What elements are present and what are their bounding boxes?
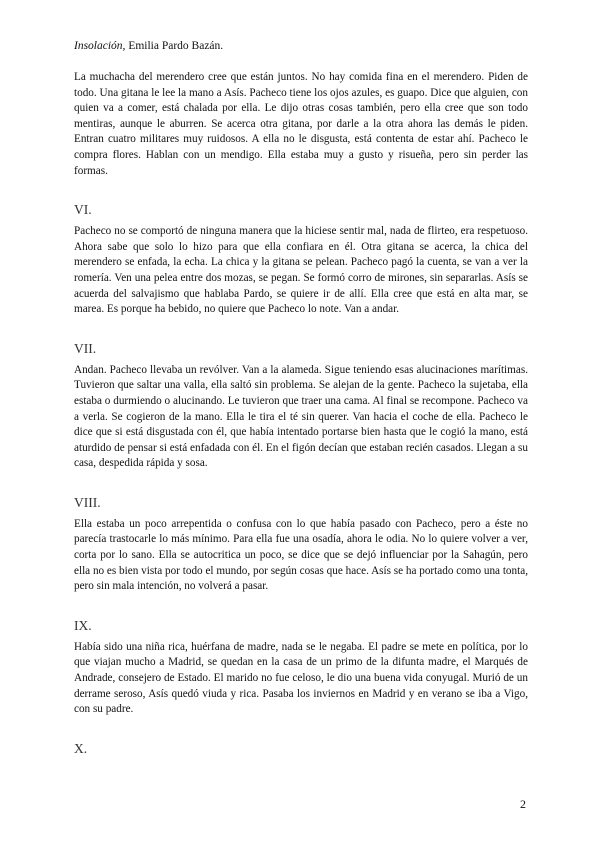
- book-title: Insolación,: [74, 40, 126, 52]
- running-header: [74, 39, 223, 53]
- section-heading: IX.: [74, 617, 92, 633]
- section-heading: VIII.: [74, 494, 101, 510]
- book-author: Emilia Pardo Bazán.: [125, 40, 224, 52]
- section-heading: X.: [74, 740, 88, 756]
- section-viii: [74, 472, 528, 595]
- section-paragraph: Ella estaba un poco arrepentida o confusa con lo que había pasado con Pacheco, pero a éste no parecía trastocarle lo más mínimo. Para ella fue una osadía, ahora le odia. No lo quiere volver a ver, corta por lo sano. Ella se autocritica un poco, se dice que se dejó influenciar por la Sahagún, pero ella no es bien vista por todo el mundo, por según cosas que hace. Asís se ha portado como una tonta, pero sin mala intención, no volverá a pasar.: [74, 517, 528, 593]
- document-body: [74, 70, 528, 763]
- section-heading: VII.: [74, 340, 97, 356]
- section-ix: [74, 595, 528, 718]
- page-number: 2: [520, 797, 526, 811]
- intro-paragraph: La muchacha del merendero cree que están juntos. No hay comida fina en el merendero. Piden de todo. Una gitana le lee la mano a Asís. Pacheco tiene los ojos azules, es guapo. Dice que alguien, con quien va a comer, está chalada por ella. Le dijo otras cosas también, pero ella cree que son todo mentiras, aunque le aburren. Se acerca otra gitana, por darle a la otra ahora las demás le piden. Entran cuatro militares muy ruidosos. A ella no le disgusta, está contenta de estar ahí. Pacheco le compra flores. Hablan con un mendigo. Ella estaba muy a gusto y risueña, pero sin perder las formas.: [74, 71, 528, 177]
- section-x: [74, 718, 528, 763]
- section-vii: [74, 318, 528, 472]
- section-paragraph: Andan. Pacheco llevaba un revólver. Van a la alameda. Sigue teniendo esas alucinaciones marítimas. Tuvieron que saltar una valla, ella saltó sin problema. Se alejan de la gente. Pacheco la sujetaba, ella estaba o durmiendo o alucinando. Le tuvieron que traer una cama. Al final se recompone. Pacheco va a verla. Se cogieron de la mano. Ella le tira el té sin querer. Van hacia el coche de ella. Pacheco le dice que si está disgustada con él, que había intentado portarse bien hasta que le cogió la mano, está aturdido de pensar si está enfadada con él. En el figón decían que estaban recién casados. Llegan a su casa, despedida rápida y sosa.: [74, 363, 528, 470]
- section-vi: [74, 179, 528, 318]
- section-heading: VI.: [74, 202, 92, 218]
- section-paragraph: Pacheco no se comportó de ninguna manera que la hiciese sentir mal, nada de flirteo, era respetuoso. Ahora sabe que solo lo hizo para que ella confiara en él. Otra gitana se acerca, la chica del merendero se enfada, la echa. La chica y la gitana se pelean. Pacheco pagó la cuenta, se van a ver la romería. Ven una pelea entre dos mozas, se pegan. Se formó corro de mirones, sin separarlas. Asís se acuerda del salvajismo que hablaba Pardo, se quiere ir de allí. Ella cree que está en alta mar, se marea. Es porque ha bebido, no quiere que Pacheco lo note. Van a andar.: [74, 225, 528, 316]
- section-paragraph: Había sido una niña rica, huérfana de madre, nada se le negaba. El padre se mete en política, por lo que viajan mucho a Madrid, se quedan en la casa de un primo de la difunta madre, el Marqués de Andrade, consejero de Estado. El marido no fue celoso, le dio una buena vida conyugal. Murió de un derrame seroso, Asís quedó viuda y rica. Pasaba los inviernos en Madrid y en verano se iba a Vigo, con su padre.: [74, 640, 528, 716]
